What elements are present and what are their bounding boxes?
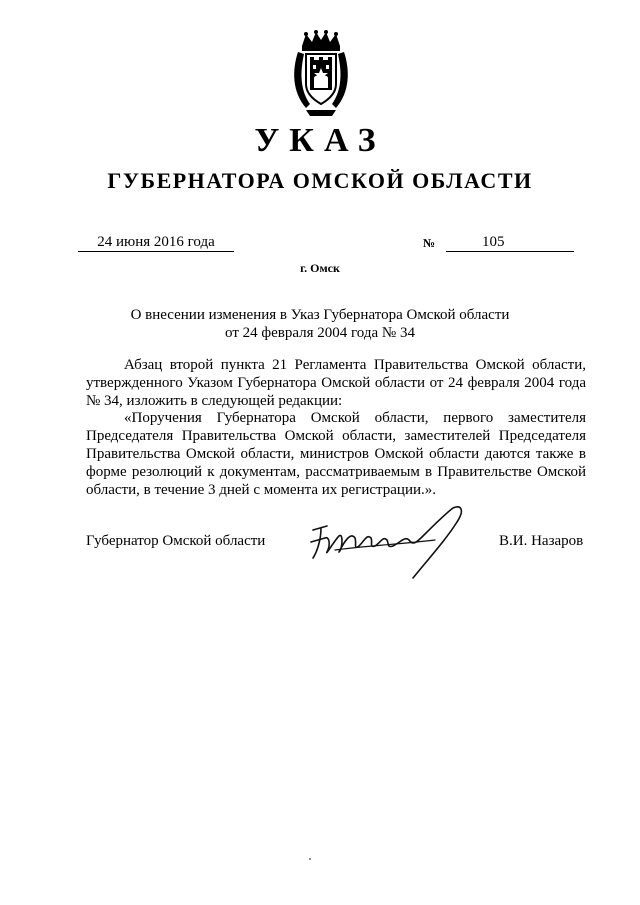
subject-line-1: О внесении изменения в Указ Губернатора Омской области bbox=[130, 307, 510, 323]
issuer-heading: ГУБЕРНАТОРА ОМСКОЙ ОБЛАСТИ bbox=[107, 168, 533, 193]
handwritten-signature-icon bbox=[305, 500, 477, 584]
page-dot bbox=[309, 858, 311, 860]
issuing-city: г. Омск bbox=[300, 261, 340, 275]
body-paragraph-1: Абзац второй пункта 21 Регламента Правительства Омской области, утвержденного Указом Губернатора Омской области от 24 февраля 2004 года № 34, изложить в следующей редакции: bbox=[86, 357, 586, 409]
signer-name: В.И. Назаров bbox=[499, 533, 584, 549]
decree-subject bbox=[0, 306, 640, 342]
document-type-heading: УКАЗ bbox=[254, 122, 386, 159]
number-label: № bbox=[423, 236, 436, 250]
coat-of-arms-icon bbox=[292, 30, 350, 116]
signer-title: Губернатор Омской области bbox=[86, 533, 266, 549]
decree-number: 105 bbox=[446, 233, 574, 252]
decree-body bbox=[86, 357, 586, 499]
body-paragraph-2: «Поручения Губернатора Омской области, первого заместителя Председателя Правительства Омской области, заместителей Председателя Правительства Омской области, министров Омской области даются также в форме резолюций к документам, рассматриваемым в Правительстве Омской области, в течение 3 дней с момента их регистрации.». bbox=[86, 410, 586, 498]
decree-date: 24 июня 2016 года bbox=[78, 233, 234, 252]
subject-line-2: от 24 февраля 2004 года № 34 bbox=[225, 325, 415, 341]
